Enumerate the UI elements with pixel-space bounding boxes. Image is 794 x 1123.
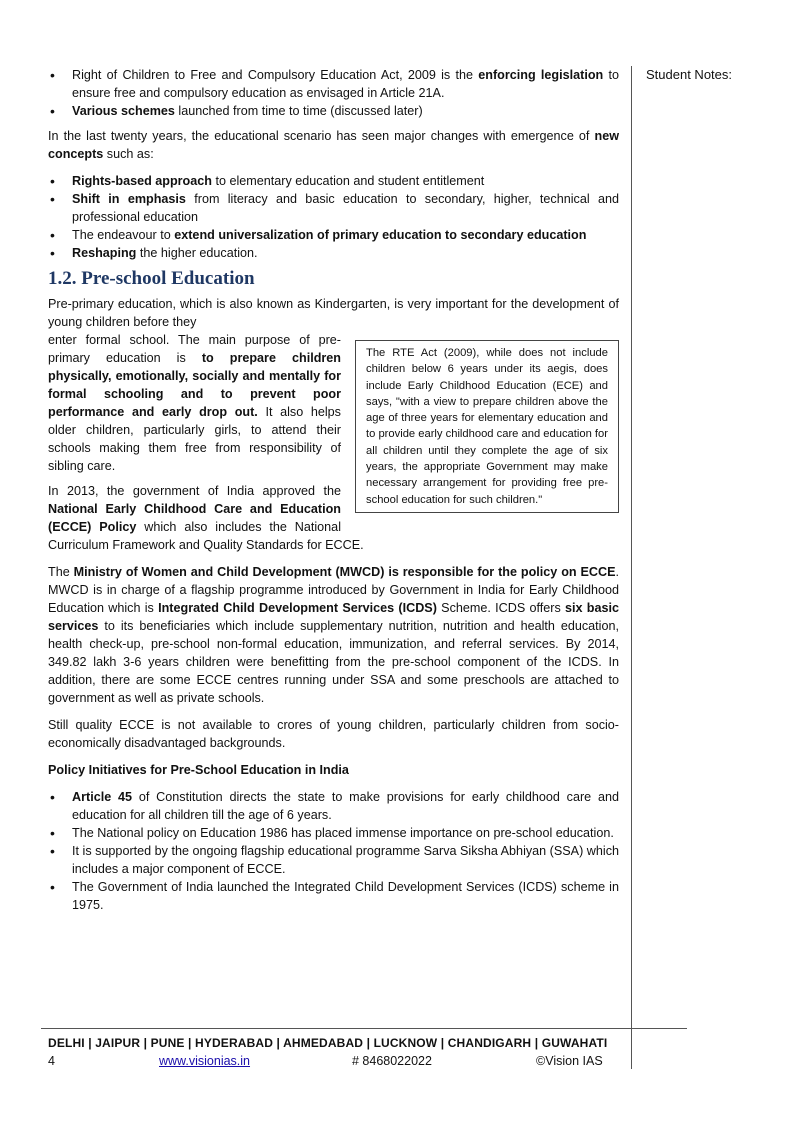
list-item: • The National policy on Education 1986 has placed immense importance on pre-school education.: [48, 824, 619, 842]
policy-bullet-list: [48, 788, 619, 914]
quality-paragraph: Still quality ECCE is not available to crores of young children, particularly children from socio-economically disadvantaged backgrounds.: [48, 718, 619, 750]
section-heading: 1.2. Pre-school Education: [48, 268, 255, 289]
notes-divider: [631, 66, 632, 1069]
footer-cities: DELHI | JAIPUR | PUNE | HYDERABAD | AHMEDABAD | LUCKNOW | CHANDIGARH | GUWAHATI: [48, 1036, 608, 1050]
list-item: • Various schemes launched from time to time (discussed later): [48, 102, 619, 120]
preprimary-text-cont: enter formal school. The main purpose of pre-primary education is: [48, 333, 341, 365]
mwcd-paragraph: The Ministry of Women and Child Development (MWCD) is responsible for the policy on ECCE. MWCD is in charge of a flagship programme introduced by Government in India for Early Childhood Education which is Integrated Child Development Services (ICDS) Scheme. ICDS offers six basic services to its beneficiaries which include supplementary nutrition, nutrition and health education, health check-up, pre-school non-formal education, immunization, and referral services. By 2014, 349.82 lakh 3-6 years children were benefitting from the pre-school component of the ICDS. In addition, there are some ECCE centres running under SSA and some preschools are attached to government as well as private schools.: [48, 565, 619, 705]
preprimary-paragraph-start: [48, 295, 619, 331]
scenario-paragraph: In the last twenty years, the educational scenario has seen major changes with emergence of new concepts such as:: [48, 129, 619, 161]
list-item: • Shift in emphasis from literacy and basic education to secondary, higher, technical and professional education: [48, 190, 619, 226]
concept-bullet-list: [48, 172, 619, 262]
ecce-paragraph: In 2013, the government of India approved the National Early Childhood Care and Education (ECCE) Policy which also includes the National Curriculum Framework and Quality Standards for ECCE.: [48, 484, 364, 552]
list-item: • Right of Children to Free and Compulsory Education Act, 2009 is the enforcing legislation to ensure free and compulsory education as envisaged in Article 21A.: [48, 66, 619, 102]
main-content: [48, 66, 619, 914]
list-item: • Rights-based approach to elementary education and student entitlement: [48, 172, 619, 190]
list-item: • The endeavour to extend universalization of primary education to secondary education: [48, 226, 619, 244]
student-notes-label: Student Notes:: [646, 67, 732, 82]
footer-divider: [41, 1028, 687, 1029]
footer-phone: # 8468022022: [352, 1054, 432, 1068]
list-item: • Reshaping the higher education.: [48, 244, 619, 262]
rte-callout-box: The RTE Act (2009), while does not include children below 6 years under its aegis, does include Early Childhood Education (ECE) and says, "with a view to prepare children above the age of three years for elementary education and to provide early childhood care and education for all children until they complete the age of six years, the appropriate Government may make necessary arrangement for providing free pre-school education for such children.": [355, 340, 619, 513]
list-item: • It is supported by the ongoing flagship educational programme Sarva Siksha Abhiyan (SSA) which includes a major component of ECCE.: [48, 842, 619, 878]
intro-bullet-list: [48, 66, 619, 120]
website-link[interactable]: www.visionias.in: [159, 1054, 251, 1068]
list-item: • Article 45 of Constitution directs the state to make provisions for early childhood care and education for all children till the age of 6 years.: [48, 788, 619, 824]
preprimary-text-lead: Pre-primary education, which is also known as Kindergarten, is very important for the development of young children before they: [48, 297, 619, 329]
preprimary-paragraph: enter formal school. The main purpose of pre-primary education is to prepare children physically, emotionally, socially and mentally for formal schooling and to prevent poor performance and early drop out. It also helps older children, particularly girls, to attend their schools making them free from responsibility of sibling care.: [48, 333, 341, 473]
footer-copyright: ©Vision IAS: [536, 1054, 603, 1068]
page-number: 4: [48, 1054, 55, 1068]
policy-heading: Policy Initiatives for Pre-School Education in India: [48, 763, 349, 777]
list-item: • The Government of India launched the Integrated Child Development Services (ICDS) scheme in 1975.: [48, 878, 619, 914]
